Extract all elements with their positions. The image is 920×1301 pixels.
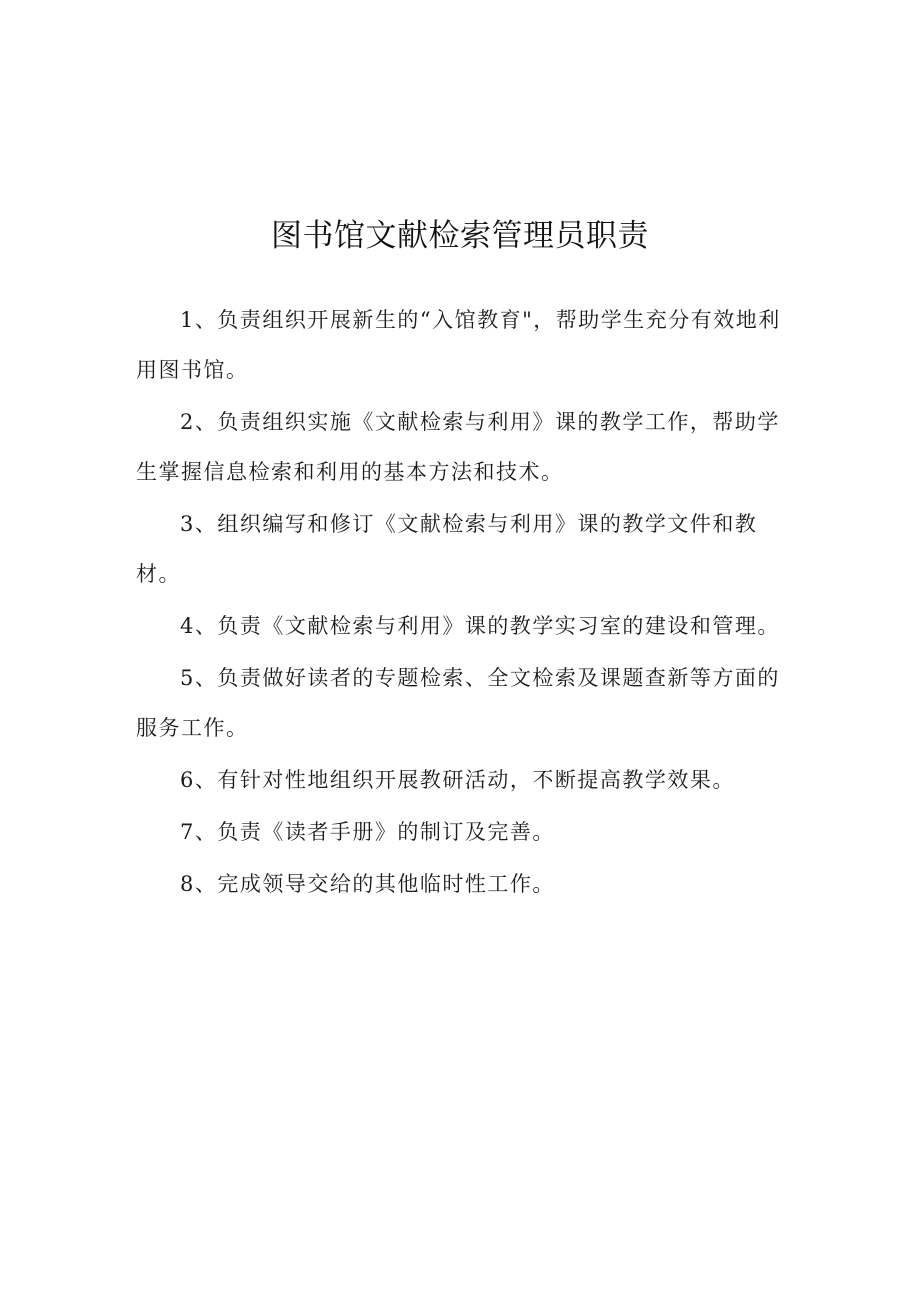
duty-item-8: 8、完成领导交给的其他临时性工作。 <box>180 872 555 896</box>
duty-item-6: 6、有针对性地组织开展教研活动，不断提高教学效果。 <box>180 768 735 792</box>
duty-item-5: 5、负责做好读者的专题检索、全文检索及课题查新等方面的服务工作。 <box>136 666 780 740</box>
duty-item-7: 7、负责《读者手册》的制订及完善。 <box>180 820 555 844</box>
duty-item-3: 3、组织编写和修订《文献检索与利用》课的教学文件和教材。 <box>136 512 758 586</box>
duty-item-4: 4、负责《文献检索与利用》课的教学实习室的建设和管理。 <box>180 614 780 638</box>
duty-item-2: 2、负责组织实施《文献检索与利用》课的教学工作，帮助学生掌握信息检索和利用的基本方法和技术。 <box>136 410 780 484</box>
document-title: 图书馆文献检索管理员职责 <box>271 218 649 254</box>
document-body <box>136 295 796 911</box>
duty-item-1: 1、负责组织开展新生的“入馆教育"，帮助学生充分有效地利用图书馆。 <box>136 308 781 382</box>
